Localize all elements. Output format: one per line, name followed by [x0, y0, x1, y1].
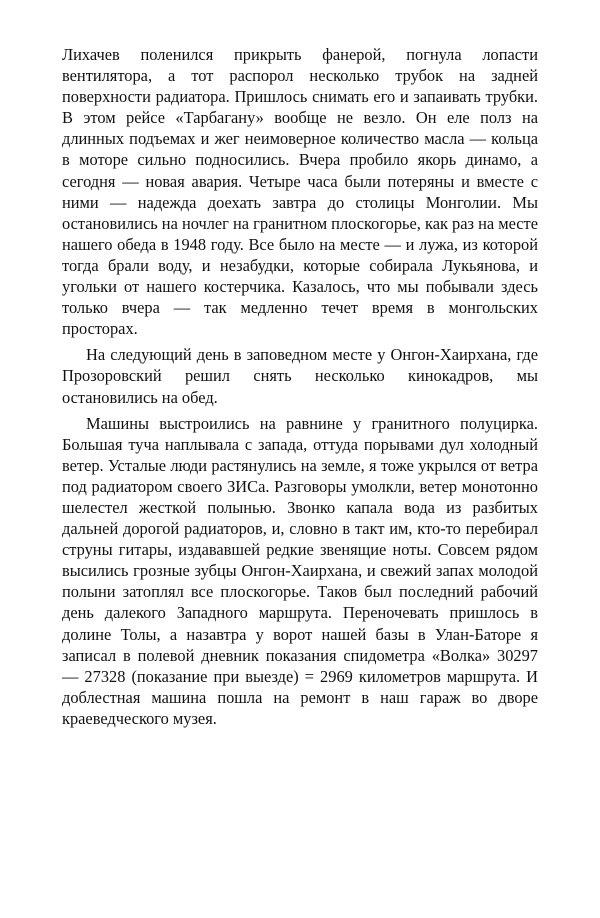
paragraph-2: На следующий день в заповедном месте у Онгон-Хаирхана, где Прозоровский решил снять несколько кинокадров, мы остановились на обед. [62, 345, 538, 407]
paragraph-1: Лихачев поленился прикрыть фанерой, погнула лопасти вентилятора, а тот распорол несколько трубок на задней поверхности радиатора. Пришлось снимать его и запаивать трубки. В этом рейсе «Тарбагану» вообще не везло. Он еле полз на длинных подъемах и жег неимоверное количество масла — кольца в моторе сильно подносились. Вчера пробило якорь динамо, а сегодня — новая авария. Четыре часа были потеряны и вместе с ними — надежда доехать завтра до столицы Монголии. Мы остановились на ночлег на гранитном плоскогорье, как раз на месте нашего обеда в 1948 году. Все было на месте — и лужа, из которой тогда брали воду, и незабудки, которые собирала Лукьянова, и угольки от нашего костерчика. Казалось, что мы побывали здесь только вчера — так медленно течет время в монгольских просторах. [62, 45, 538, 339]
paragraph-3: Машины выстроились на равнине у гранитного полуцирка. Большая туча наплывала с запада, оттуда порывами дул холодный ветер. Усталые люди растянулись на земле, я тоже укрылся от ветра под радиатором своего ЗИСа. Разговоры умолкли, ветер монотонно шелестел жесткой полынью. Звонко капала вода из разбитых дальней дорогой радиаторов, и, словно в такт им, кто-то перебирал струны гитары, издававшей редкие звенящие ноты. Совсем рядом высились грозные зубцы Онгон-Хаирхана, и свежий запах молодой полыни затоплял все плоскогорье. Таков был последний рабочий день далекого Западного маршрута. Переночевать пришлось в долине Толы, а назавтра у ворот нашей базы в Улан-Баторе я записал в полевой дневник показания спидометра «Волка» 30297 — 27328 (показание при выезде) = 2969 километров маршрута. И доблестная машина пошла на ремонт в наш гараж во дворе краеведческого музея. [62, 413, 538, 728]
page-text [62, 44, 538, 729]
